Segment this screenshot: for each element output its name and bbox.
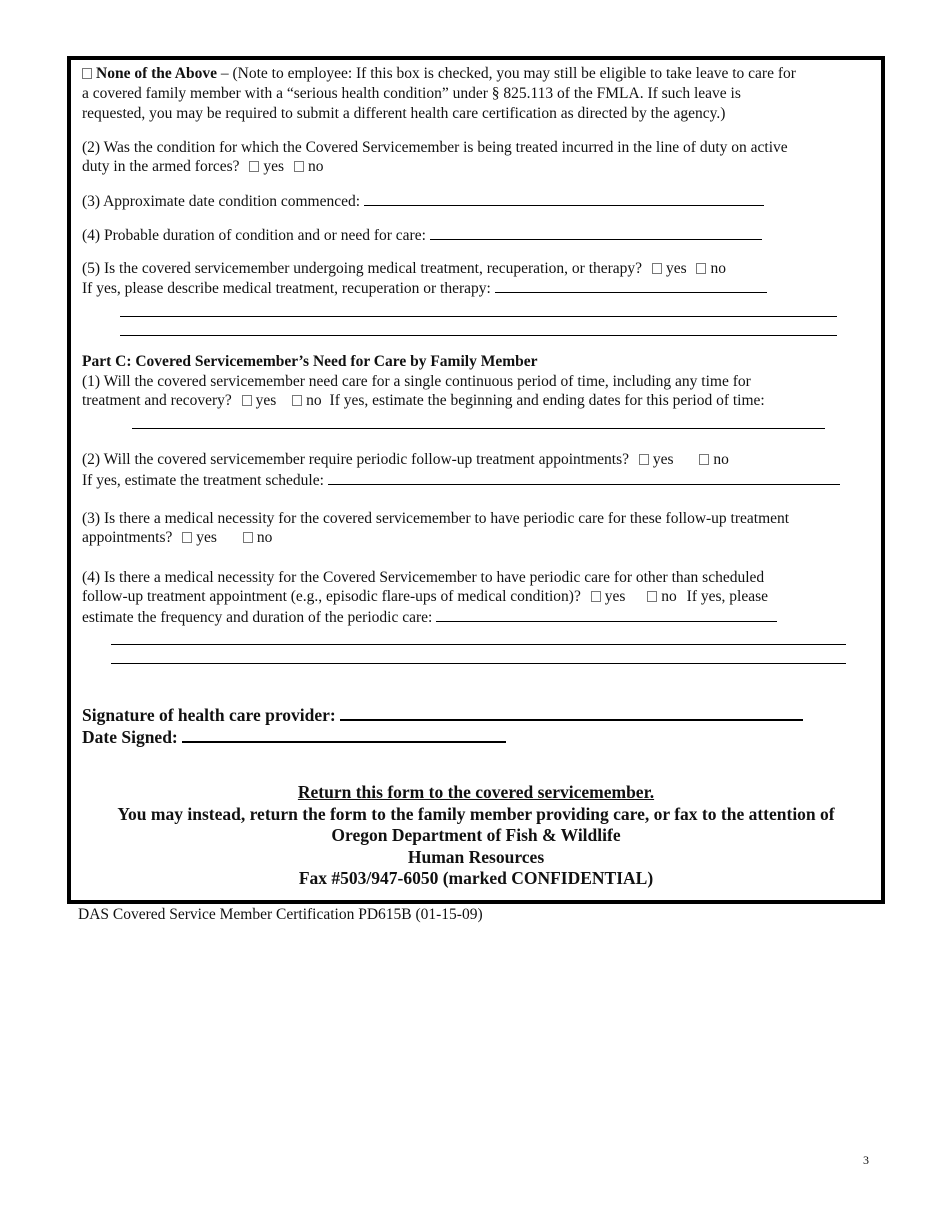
q3-label: (3) Approximate date condition commenced: <box>82 193 361 210</box>
signature-field[interactable] <box>340 705 803 721</box>
agency-name: Oregon Department of Fish & Wildlife <box>331 825 621 845</box>
pc-q4-frequency-line-2[interactable] <box>111 644 846 645</box>
pc-q3-yes-label: yes <box>196 529 217 546</box>
pc-q4-yes-label: yes <box>604 588 626 605</box>
pc-q1-yes-checkbox[interactable] <box>242 395 252 406</box>
part-c-heading: Part C: Covered Servicemember’s Need for Care by Family Member <box>82 353 538 370</box>
none-above-text: – (Note to employee: If this box is checked, you may still be eligible to take leave to care for <box>216 65 796 82</box>
q4-duration-field[interactable] <box>430 225 762 240</box>
q4-label: (4) Probable duration of condition and or need for care: <box>82 227 426 244</box>
pc-q4-no-label: no <box>661 588 677 605</box>
pc-q1-no-checkbox[interactable] <box>292 395 302 406</box>
q5-describe-label: If yes, please describe medical treatment, recuperation or therapy: <box>82 280 491 297</box>
pc-q4-no-checkbox[interactable] <box>647 591 657 602</box>
pc-q2-yes-label: yes <box>652 451 674 468</box>
q4-row <box>82 225 762 246</box>
pc-q4-line3 <box>82 607 777 628</box>
form-frame <box>67 56 885 904</box>
pc-q4-frequency-field[interactable] <box>436 607 777 622</box>
form-footer: DAS Covered Service Member Certification PD615B (01-15-09) <box>78 906 483 923</box>
pc-q1-no-label: no <box>306 392 322 409</box>
q5-yes-label: yes <box>665 260 687 277</box>
pc-q3-no-label: no <box>256 529 273 546</box>
date-signed-field[interactable] <box>182 727 506 743</box>
q5-line2 <box>82 278 767 299</box>
q3-date-field[interactable] <box>364 191 764 206</box>
pc-q3-yes-checkbox[interactable] <box>182 532 192 543</box>
pc-q1-line2 <box>82 391 765 411</box>
signature-label: Signature of health care provider: <box>82 705 336 725</box>
pc-q1-line1: (1) Will the covered servicemember need care for a single continuous period of time, including any time for <box>82 373 751 390</box>
pc-q1-dates-field[interactable] <box>132 428 825 429</box>
pc-q2-schedule-field[interactable] <box>328 470 840 485</box>
pc-q3-question: appointments? <box>82 529 173 546</box>
return-alternative: You may instead, return the form to the family member providing care, or fax to the attention of <box>117 804 835 824</box>
pc-q2-line1 <box>82 450 729 470</box>
pc-q2-no-checkbox[interactable] <box>699 454 709 465</box>
q2-yes-checkbox[interactable] <box>249 161 259 172</box>
q2-no-label: no <box>307 158 324 175</box>
return-instruction: Return this form to the covered servicemember. <box>297 782 655 802</box>
pc-q3-no-checkbox[interactable] <box>243 532 253 543</box>
q2-line1: (2) Was the condition for which the Covered Servicemember is being treated incurred in the line of duty on active <box>82 139 788 156</box>
q2-line2 <box>82 157 323 177</box>
pc-q1-dates-label: If yes, estimate the beginning and ending dates for this period of time: <box>329 392 765 409</box>
page-number: 3 <box>863 1153 869 1167</box>
pc-q2-yes-checkbox[interactable] <box>639 454 649 465</box>
pc-q2-question: (2) Will the covered servicemember require periodic follow-up treatment appointments? <box>82 451 629 468</box>
pc-q1-question: treatment and recovery? <box>82 392 232 409</box>
department-name: Human Resources <box>407 847 545 867</box>
pc-q3-line2 <box>82 528 272 548</box>
pc-q4-frequency-label: estimate the frequency and duration of the periodic care: <box>82 609 433 626</box>
q5-line1 <box>82 259 726 279</box>
signature-row <box>82 705 803 726</box>
q2-no-checkbox[interactable] <box>294 161 304 172</box>
q5-no-label: no <box>710 260 726 277</box>
pc-q4-yes-checkbox[interactable] <box>591 591 601 602</box>
q5-describe-line-2[interactable] <box>120 316 837 317</box>
pc-q2-line2 <box>82 470 840 491</box>
pc-q4-ifyes-label: If yes, please <box>686 588 768 605</box>
q5-yes-checkbox[interactable] <box>652 263 662 274</box>
pc-q1-yes-label: yes <box>255 392 277 409</box>
q5-question: (5) Is the covered servicemember undergoing medical treatment, recuperation, or therapy? <box>82 260 643 277</box>
q5-no-checkbox[interactable] <box>696 263 706 274</box>
none-above-line2: a covered family member with a “serious health condition” under § 825.113 of the FMLA. If such leave is <box>82 85 741 102</box>
pc-q2-schedule-label: If yes, estimate the treatment schedule: <box>82 472 324 489</box>
q3-row <box>82 191 764 212</box>
none-above-line3: requested, you may be required to submit a different health care certification as directed by the agency.) <box>82 105 726 122</box>
q5-describe-line-3[interactable] <box>120 335 837 336</box>
pc-q4-question: follow-up treatment appointment (e.g., episodic flare-ups of medical condition)? <box>82 588 581 605</box>
pc-q4-line1: (4) Is there a medical necessity for the Covered Servicemember to have periodic care for other than scheduled <box>82 569 765 586</box>
pc-q4-frequency-line-3[interactable] <box>111 663 846 664</box>
pc-q4-line2 <box>82 587 768 607</box>
q2-question: duty in the armed forces? <box>82 158 240 175</box>
none-above-title: None of the Above <box>96 65 217 82</box>
q5-describe-field[interactable] <box>495 278 767 293</box>
q2-yes-label: yes <box>263 158 285 175</box>
none-above-checkbox[interactable] <box>82 68 92 79</box>
fax-number: Fax #503/947-6050 (marked CONFIDENTIAL) <box>298 868 654 888</box>
none-above-line1 <box>82 64 796 84</box>
date-signed-row <box>82 727 506 748</box>
pc-q2-no-label: no <box>713 451 729 468</box>
date-signed-label: Date Signed: <box>82 727 178 747</box>
pc-q3-line1: (3) Is there a medical necessity for the covered servicemember to have periodic care for these follow-up treatment <box>82 510 790 527</box>
